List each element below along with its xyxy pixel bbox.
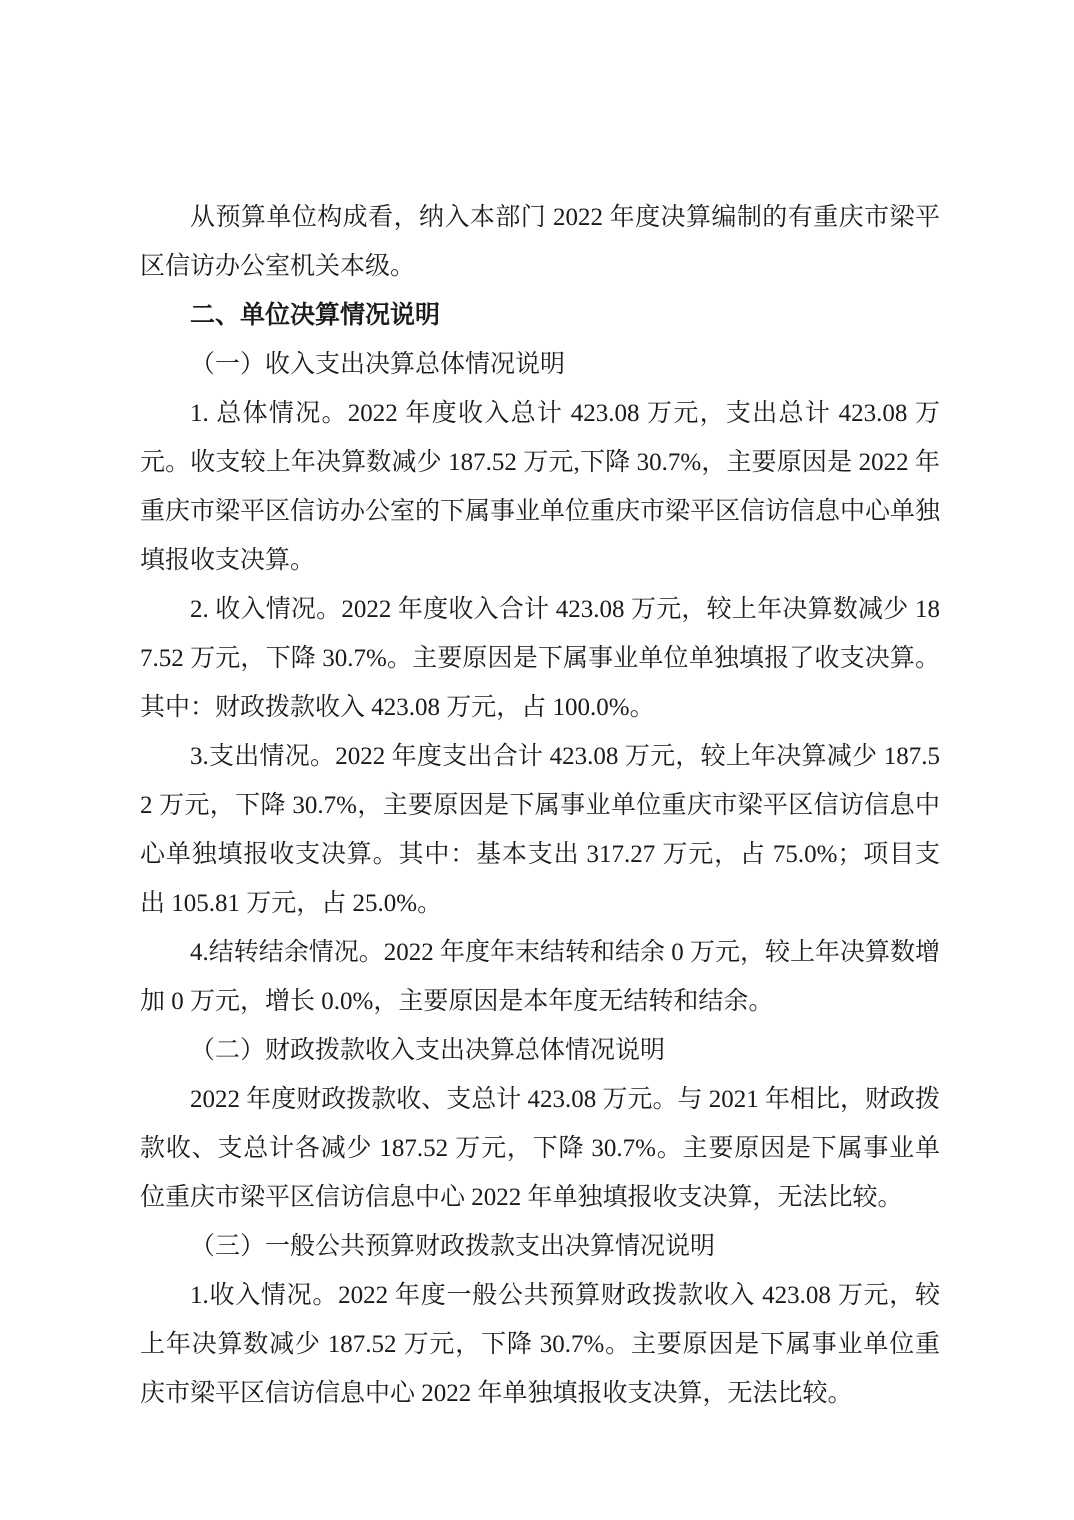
paragraph-expenditure-situation: 3.支出情况。2022 年度支出合计 423.08 万元，较上年决算减少 187.52 万元，下降 30.7%，主要原因是下属事业单位重庆市梁平区信访信息中心单独填报收支决算。其中：基本支出 317.27 万元，占 75.0%；项目支出 105.81 万元，占 25.0%。 (140, 743, 940, 917)
paragraph-general-budget-income-situation: 1.收入情况。2022 年度一般公共预算财政拨款收入 423.08 万元，较上年决算数减少 187.52 万元，下降 30.7%。主要原因是下属事业单位重庆市梁平区信访信息中心 2022 年单独填报收支决算，无法比较。 (140, 1282, 940, 1407)
paragraph-income-situation: 2. 收入情况。2022 年度收入合计 423.08 万元，较上年决算数减少 187.52 万元，下降 30.7%。主要原因是下属事业单位单独填报了收支决算。其中：财政拨款收入 423.08 万元，占 100.0%。 (140, 596, 940, 721)
paragraph-fiscal-appropriation-totals: 2022 年度财政拨款收、支总计 423.08 万元。与 2021 年相比，财政拨款收、支总计各减少 187.52 万元，下降 30.7%。主要原因是下属事业单位重庆市梁平区信访信息中心 2022 年单独填报收支决算，无法比较。 (140, 1086, 941, 1211)
document-content (140, 193, 940, 1418)
subheading-fiscal-appropriation-overview: （二）财政拨款收入支出决算总体情况说明 (190, 1037, 666, 1064)
paragraph-budget-unit-composition: 从预算单位构成看，纳入本部门 2022 年度决算编制的有重庆市梁平区信访办公室机关本级。 (140, 204, 940, 280)
subheading-general-public-budget-expenditure: （三）一般公共预算财政拨款支出决算情况说明 (190, 1233, 716, 1260)
subheading-income-expenditure-overview: （一）收入支出决算总体情况说明 (190, 351, 566, 378)
paragraph-overall-situation: 1. 总体情况。2022 年度收入总计 423.08 万元，支出总计 423.08 万元。收支较上年决算数减少 187.52 万元,下降 30.7%，主要原因是 2022 年重庆市梁平区信访办公室的下属事业单位重庆市梁平区信访信息中心单独填报收支决算。 (140, 400, 941, 574)
paragraph-carryover-surplus-situation: 4.结转结余情况。2022 年度年末结转和结余 0 万元，较上年决算数增加 0 万元，增长 0.0%，主要原因是本年度无结转和结余。 (140, 939, 941, 1015)
heading-unit-final-accounts-explanation: 二、单位决算情况说明 (190, 302, 441, 329)
